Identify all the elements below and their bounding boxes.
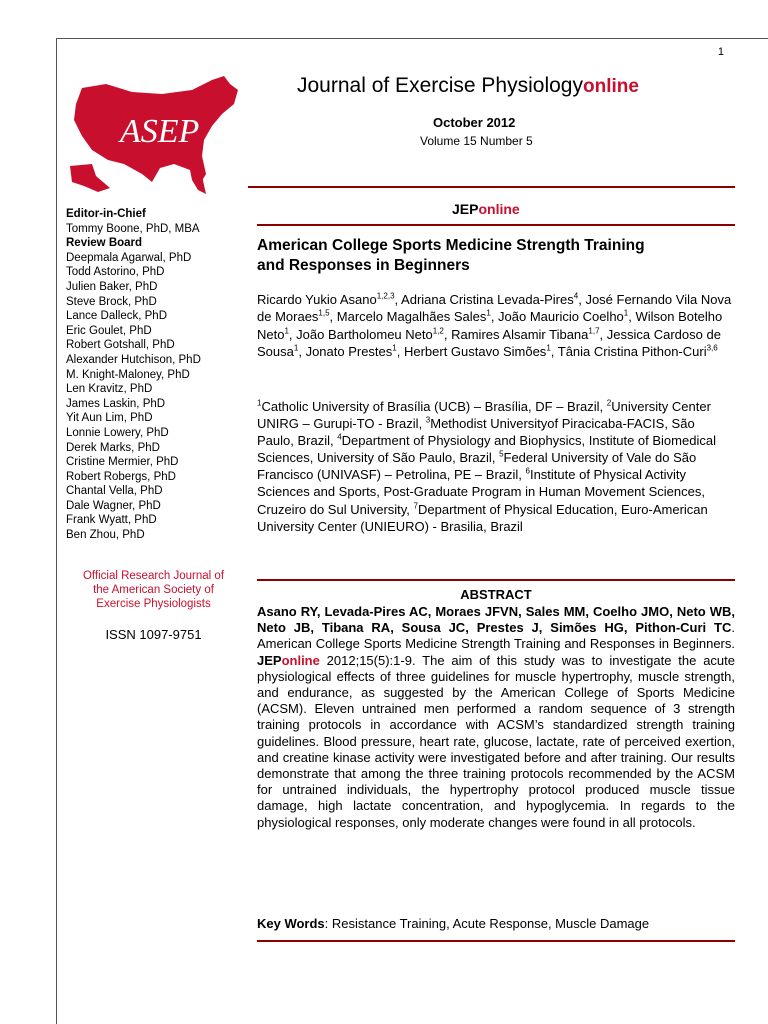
affiliation-text: Federal University of Vale do São Francisco (UNIVASF) – Petrolina, PE – Brazil, (257, 450, 697, 483)
affiliation-text: Catholic University of Brasília (UCB) – Brasília, DF – Brazil, (261, 399, 607, 414)
affiliation-text: University Center UNIRG – Gurupi-TO - Brazil, (257, 399, 711, 432)
affiliation-list (257, 398, 735, 535)
author-name: Marcelo Magalhães Sales (336, 309, 487, 325)
author-name: Ricardo Yukio Asano (257, 292, 377, 307)
page-number: 1 (717, 46, 724, 58)
review-board-member: Eric Goulet, PhD (66, 324, 152, 337)
keywords-rule (257, 940, 735, 942)
affiliation-text: Methodist Universityof Piracicaba-FACIS, São Paulo, Brazil, (257, 416, 695, 449)
author-affiliation-mark: 3,6 (706, 343, 718, 353)
page-frame-top (56, 38, 768, 39)
author-name: Ramires Alsamir Tibana (451, 326, 589, 342)
board-label: Review Board (66, 237, 143, 250)
review-board-member: Ben Zhou, PhD (66, 529, 145, 542)
affiliation-mark: 6 (525, 467, 530, 477)
citation-authors: Asano RY, Levada-Pires AC, Moraes JFVN, Sales MM, Coelho JMO, Neto WB, Neto JB, Tibana RA, Sousa JC, Prestes J, Simões HG, Pithon-Curi TC (257, 604, 735, 636)
author-affiliation-mark: 1 (293, 343, 299, 353)
page-frame-left (56, 38, 57, 1024)
review-board-member: M. Knight-Maloney, PhD (66, 368, 190, 381)
affiliation-mark: 1 (257, 398, 262, 408)
author-affiliation-mark: 1 (486, 309, 491, 319)
official-journal-note: Official Research Journal of the American Society of Exercise Physiologists (82, 570, 225, 610)
editorial-sidebar (66, 207, 241, 642)
review-board-member: Alexander Hutchison, PhD (66, 353, 201, 366)
author-name: Jonato Prestes (305, 344, 393, 360)
article-title: American College Sports Medicine Strength Training and Responses in Beginners (257, 237, 645, 274)
citation-jep-suffix: online (281, 652, 320, 668)
author-name: João Bartholomeu Neto (296, 326, 433, 342)
author-affiliation-mark: 1 (623, 309, 629, 319)
affiliation-mark: 5 (499, 449, 504, 459)
jep-heading: JEPonline (452, 201, 520, 217)
review-board-member: Lonnie Lowery, PhD (66, 426, 169, 439)
author-affiliation-mark: 1,2 (432, 326, 444, 336)
asep-logo (62, 70, 244, 200)
review-board-member: Robert Robergs, PhD (66, 470, 176, 483)
author-name: Tânia Cristina Pithon-Curi (557, 344, 707, 360)
editor-name: Tommy Boone, PhD, MBA (66, 222, 200, 235)
review-board-member: Derek Marks, PhD (66, 441, 160, 454)
author-name: Adriana Cristina Levada-Pires (401, 292, 574, 307)
issue-volume: Volume 15 Number 5 (420, 134, 533, 148)
review-board-member: Todd Astorino, PhD (66, 266, 165, 279)
abstract-heading: ABSTRACT (460, 587, 532, 602)
review-board-member: Lance Dalleck, PhD (66, 310, 167, 323)
affiliation-mark: 2 (606, 398, 612, 408)
logo-text: ASEP (120, 113, 200, 150)
review-board-member: Chantal Vella, PhD (66, 485, 163, 498)
affiliation-text: Institute of Physical Activity Sciences and Sports, Post-Graduate Program in Human Movement Sciences, Cruzeiro do Sul University, (257, 467, 705, 517)
keywords: Key Words: Resistance Training, Acute Response, Muscle Damage (257, 916, 650, 931)
affiliation-text: Department of Physical Education, Euro-American University Center (UNIEURO) - Brasilia, Brazil (257, 501, 708, 534)
citation-jep: JEP (257, 652, 282, 668)
review-board-member: Len Kravitz, PhD (66, 383, 153, 396)
author-list: Ricardo Yukio Asano$^{1,2,3}$, Adriana Cristina Levada-Pires$^4$, José Fernando Vila Nova de Moraes$^{1,5}$, Marcelo Magalhães Sales$^1$, João Mauricio Coelho$^1$, Wilson Botelho Neto$^1$, João Bartholomeu Neto$^{1,2}$, Ramires Alsamir Tibana$^{1,7}$, Jessica Cardoso de Sousa$^1$, Jonato Prestes$^1$, Herbert Gustavo Simões$^1$, Tânia Cristina Pithon-Curi$^{3,6}$ (257, 291, 732, 360)
review-board-member: Julien Baker, PhD (66, 280, 158, 293)
author-affiliation-mark: 4 (573, 291, 579, 301)
review-board-member: Frank Wyatt, PhD (66, 514, 157, 527)
author-affiliation-mark: 1 (284, 326, 289, 336)
review-board-member: Cristine Mermier, PhD (66, 456, 179, 469)
review-board-list (66, 251, 241, 543)
review-board-member: James Laskin, PhD (66, 397, 166, 410)
citation-ref: 2012;15(5):1-9. (319, 652, 416, 668)
review-board-member: Robert Gotshall, PhD (66, 339, 175, 352)
alaska-shape (70, 164, 110, 192)
author-name: Herbert Gustavo Simões (403, 344, 547, 360)
author-affiliation-mark: 1,5 (318, 309, 330, 319)
author-name: José Fernando Vila Nova de Moraes (257, 292, 732, 325)
title-rule (257, 224, 735, 226)
abstract-text (257, 604, 735, 831)
review-board-member: Steve Brock, PhD (66, 295, 157, 308)
abstract-rule (257, 579, 735, 581)
author-name: Wilson Botelho Neto (257, 309, 723, 342)
affiliation-mark: 7 (413, 501, 418, 511)
author-name: Jessica Cardoso de Sousa (257, 326, 721, 360)
citation-title: . American College Sports Medicine Strength Training and Responses in Beginners. (257, 620, 735, 652)
author-affiliation-mark: 1 (546, 343, 551, 353)
issn: ISSN 1097-9751 (105, 627, 202, 642)
review-board-member: Deepmala Agarwal, PhD (66, 251, 192, 264)
author-affiliation-mark: 1,7 (588, 326, 600, 336)
affiliation-mark: 4 (337, 432, 342, 442)
issue-date: October 2012 (433, 115, 516, 130)
review-board-member: Dale Wagner, PhD (66, 499, 161, 512)
editor-label: Editor-in-Chief (66, 208, 146, 220)
affiliation-mark: 3 (425, 415, 431, 425)
journal-title: Journal of Exercise Physiologyonline (297, 74, 639, 97)
header-rule (248, 186, 735, 188)
abstract-body: The aim of this study was to investigate the acute physiological effects of three guidelines for muscle hypertrophy, muscle strength, and endurance, as suggested by the American College of Sports Medicine (ACSM). Eleven untrained men performed a random sequence of 3 strength training protocols in accordance with ACSM’s standardized strength training guidelines. Blood pressure, heart rate, glucose, lactate, rate of perceived exertion, and creatine kinase activity were investigated before and after training. Our results demonstrate that among the three training protocols recommended by the ACSM for untrained individuals, the hypertrophy protocol produced muscle tissue damage, high lactate concentration, and hypoglycemia. In regards to the physiological responses, only moderate changes were found in all protocols. (257, 652, 735, 830)
author-name: João Mauricio Coelho (498, 309, 624, 325)
author-affiliation-mark: 1 (392, 343, 397, 353)
author-affiliation-mark: 1,2,3 (376, 291, 395, 301)
review-board-member: Yit Aun Lim, PhD (66, 412, 153, 425)
affiliation-text: Department of Physiology and Biophysics, Institute of Biomedical Sciences, University of São Paulo, Brazil, (257, 433, 716, 466)
